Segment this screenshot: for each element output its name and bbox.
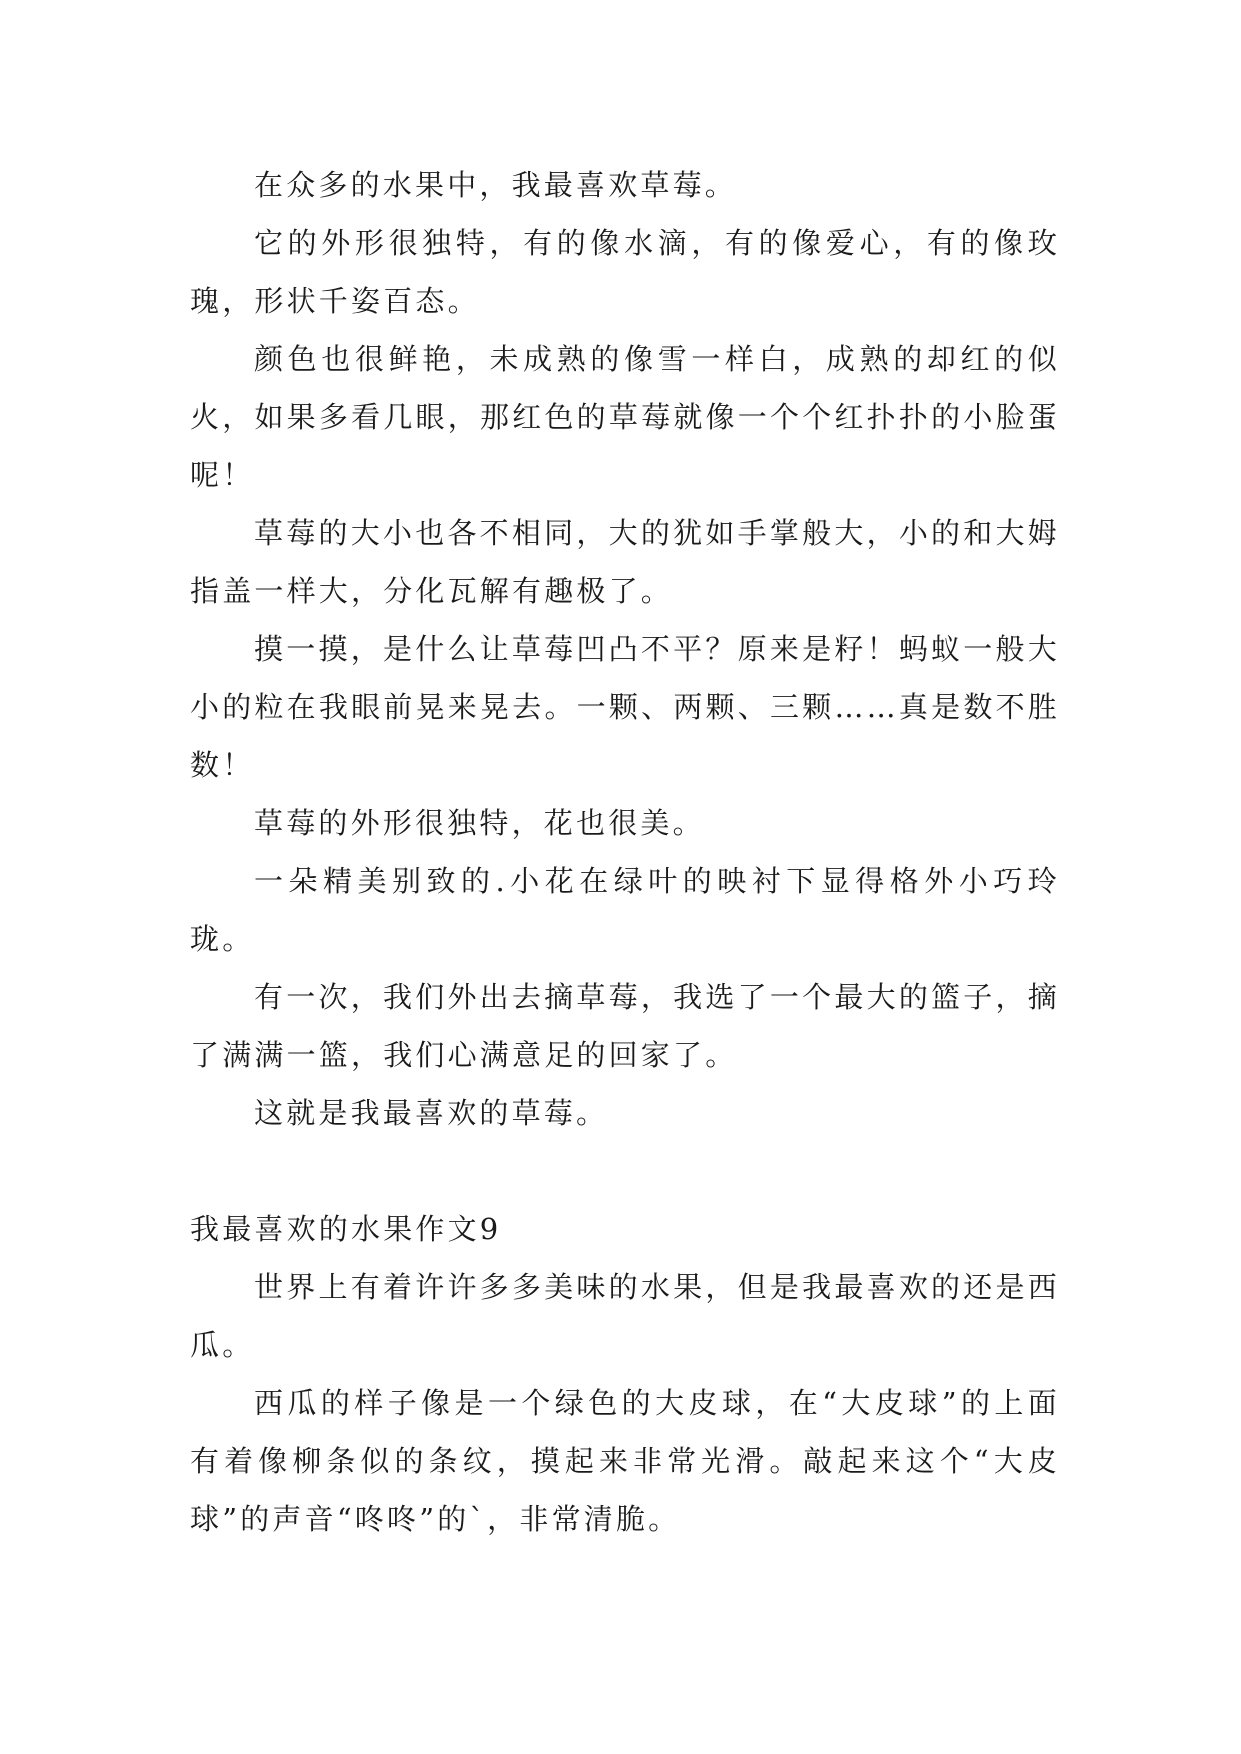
paragraph: 草莓的外形很独特，花也很美。 bbox=[254, 806, 705, 840]
paragraph: 颜色也很鲜艳，未成熟的像雪一样白，成熟的却红的似火，如果多看几眼，那红色的草莓就像一个个红扑扑的小脸蛋呢！ bbox=[190, 342, 1060, 492]
paragraph: 它的外形很独特，有的像水滴，有的像爱心，有的像玫瑰，形状千姿百态。 bbox=[190, 226, 1060, 318]
document-page bbox=[190, 156, 1060, 1548]
paragraph: 摸一摸，是什么让草莓凹凸不平？原来是籽！蚂蚁一般大小的粒在我眼前晃来晃去。一颗、两颗、三颗……真是数不胜数！ bbox=[190, 632, 1060, 782]
paragraph: 西瓜的样子像是一个绿色的大皮球，在“大皮球”的上面有着像柳条似的条纹，摸起来非常光滑。敲起来这个“大皮球”的声音“咚咚”的`，非常清脆。 bbox=[190, 1386, 1060, 1536]
section-title: 我最喜欢的水果作文9 bbox=[190, 1212, 502, 1246]
paragraph: 一朵精美别致的.小花在绿叶的映衬下显得格外小巧玲珑。 bbox=[190, 864, 1060, 956]
paragraph: 世界上有着许许多多美味的水果，但是我最喜欢的还是西瓜。 bbox=[190, 1270, 1060, 1362]
paragraph: 在众多的水果中，我最喜欢草莓。 bbox=[254, 168, 738, 202]
paragraph: 草莓的大小也各不相同，大的犹如手掌般大，小的和大姆指盖一样大，分化瓦解有趣极了。 bbox=[190, 516, 1060, 608]
paragraph: 有一次，我们外出去摘草莓，我选了一个最大的篮子，摘了满满一篮，我们心满意足的回家了。 bbox=[190, 980, 1060, 1072]
section-gap bbox=[190, 1142, 1060, 1200]
paragraph: 这就是我最喜欢的草莓。 bbox=[254, 1096, 609, 1130]
